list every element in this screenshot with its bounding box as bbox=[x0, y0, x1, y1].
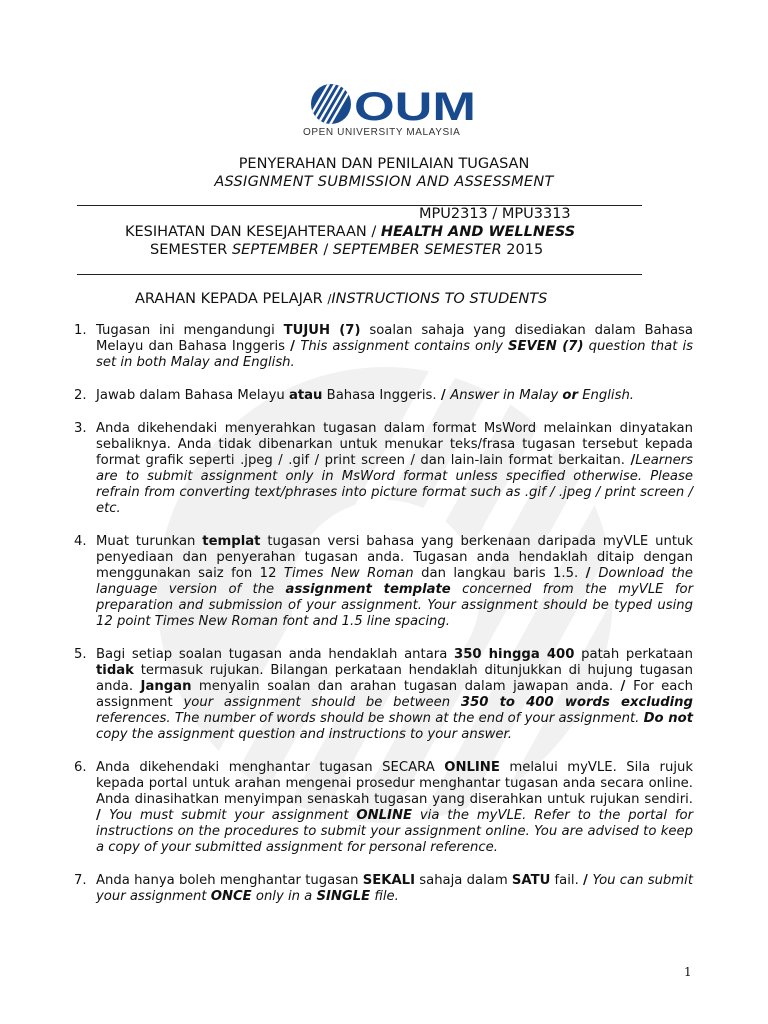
instruction-text: fail. bbox=[550, 873, 584, 888]
instruction-text: file. bbox=[370, 889, 399, 904]
instruction-text: SEVEN (7) bbox=[508, 339, 584, 354]
instruction-text: Jawab dalam Bahasa Melayu bbox=[96, 388, 289, 403]
instructions-heading-separator: / bbox=[327, 292, 332, 306]
instruction-text: patah perkataan bbox=[574, 647, 693, 662]
instruction-text: Bagi setiap soalan tugasan anda hendaklah antara bbox=[96, 647, 455, 662]
instruction-text: / bbox=[585, 566, 599, 581]
instruction-text: tugasan versi bahasa yang berkenaan daripada myVLE untuk penyediaan dan penyerahan tugasan anda. Tugasan anda hendaklah ditaip dengan menggunakan saiz fon 12 bbox=[96, 534, 693, 581]
semester-separator: / bbox=[323, 242, 329, 258]
instruction-text: Do not bbox=[643, 711, 693, 726]
instruction-text: Learners are to submit assignment only in MsWord format unless specified otherwise. Please refrain from converting text/phrases into picture format such as .gif / .jpeg / print screen / etc. bbox=[96, 453, 693, 516]
instruction-text: Answer in Malay bbox=[450, 388, 563, 403]
instruction-text: termasuk rujukan. Bilangan perkataan hendaklah ditunjukkan di hujung tugasan anda. bbox=[96, 663, 693, 694]
instruction-text: SEKALI bbox=[362, 873, 415, 888]
instruction-text: Jangan bbox=[140, 679, 192, 694]
semester-line bbox=[150, 242, 543, 258]
semester-prefix: SEMESTER bbox=[150, 242, 228, 258]
divider bbox=[77, 274, 642, 275]
instruction-text: / bbox=[290, 339, 301, 354]
instruction-text: SINGLE bbox=[316, 889, 371, 904]
instruction-text: your assignment should be between bbox=[183, 695, 461, 710]
instruction-number: 4. bbox=[74, 534, 87, 549]
instruction-text: Anda dikehendaki menyerahkan tugasan dalam format MsWord melainkan dinyatakan sebaliknya. Anda tidak dibenarkan untuk menukar teks/frasa tugasan tersebut kepada format grafik seperti .jpeg / .gif / print screen / dan lain-lain format berkaitan. bbox=[96, 421, 693, 468]
instruction-text: / bbox=[620, 679, 634, 694]
instruction-text: ONLINE bbox=[356, 808, 412, 823]
instruction-text: question that is set in both Malay and English. bbox=[96, 339, 693, 370]
instruction-text: concerned from the myVLE for preparation and submission of your assignment. Your assignment should be typed using 12 point Times New Roman font and 1.5 line spacing. bbox=[96, 582, 694, 629]
semester-malay: SEPTEMBER bbox=[231, 242, 319, 258]
instruction-number: 5. bbox=[74, 647, 87, 662]
instruction-text: TUJUH (7) bbox=[283, 323, 361, 338]
instructions-heading bbox=[135, 291, 547, 307]
instructions-heading-english: INSTRUCTIONS TO STUDENTS bbox=[331, 291, 548, 307]
instruction-text: Tugasan ini mengandungi bbox=[96, 323, 284, 338]
instruction-text: / bbox=[96, 808, 110, 823]
instruction-text: soalan sahaja yang disediakan dalam Bahasa Melayu dan Bahasa Inggeris bbox=[96, 323, 693, 354]
instruction-text: 350 to 400 words excluding bbox=[460, 695, 693, 710]
instruction-text: Anda dikehendaki menghantar tugasan SECARA bbox=[96, 760, 445, 775]
instruction-item bbox=[0, 323, 693, 371]
instruction-item bbox=[0, 388, 693, 404]
instruction-text: For each assignment bbox=[96, 679, 693, 710]
instruction-number: 2. bbox=[74, 388, 87, 403]
instruction-text: / bbox=[583, 873, 593, 888]
instruction-text: atau bbox=[288, 388, 323, 403]
instructions-heading-malay: ARAHAN KEPADA PELAJAR bbox=[135, 291, 323, 307]
instruction-text: templat bbox=[202, 534, 261, 549]
instruction-text: 350 hingga 400 bbox=[454, 647, 575, 662]
instruction-text: dan langkau baris 1.5. bbox=[413, 566, 586, 581]
instruction-number: 1. bbox=[74, 323, 87, 338]
instruction-text: This assignment contains only bbox=[300, 339, 509, 354]
instruction-list bbox=[0, 323, 768, 922]
instruction-text: SATU bbox=[511, 873, 551, 888]
instruction-text: You can submit your assignment bbox=[96, 873, 693, 904]
instruction-item bbox=[0, 647, 693, 743]
instruction-text: ONLINE bbox=[444, 760, 500, 775]
instruction-item bbox=[0, 760, 693, 856]
instruction-number: 7. bbox=[74, 873, 87, 888]
instruction-number: 3. bbox=[74, 421, 87, 436]
instruction-text: menyalin soalan dan arahan tugasan dalam jawapan anda. bbox=[191, 679, 621, 694]
semester-year: 2015 bbox=[506, 242, 544, 258]
instruction-text: Bahasa Inggeris. bbox=[322, 388, 441, 403]
instruction-text: ONCE bbox=[210, 889, 252, 904]
semester-english: SEPTEMBER SEMESTER bbox=[332, 242, 502, 258]
instruction-text: only in a bbox=[251, 889, 317, 904]
instruction-text: English. bbox=[578, 388, 635, 403]
logo-tagline: OPEN UNIVERSITY MALAYSIA bbox=[303, 127, 461, 138]
instruction-text: assignment template bbox=[285, 582, 451, 597]
instruction-text: You must submit your assignment bbox=[109, 808, 357, 823]
instruction-text: Muat turunkan bbox=[96, 534, 203, 549]
course-name bbox=[125, 224, 575, 240]
instruction-number: 6. bbox=[74, 760, 87, 775]
instruction-item bbox=[0, 873, 693, 905]
instruction-text: Anda hanya boleh menghantar tugasan bbox=[96, 873, 363, 888]
instruction-text: Download the language version of the bbox=[96, 566, 693, 597]
instruction-text: / bbox=[440, 388, 451, 403]
title-malay: PENYERAHAN DAN PENILAIAN TUGASAN bbox=[238, 156, 530, 172]
instruction-text: via the myVLE. Refer to the portal for instructions on the procedures to submit your assignment online. You are advised to keep a copy of your submitted assignment for personal reference. bbox=[96, 808, 693, 855]
course-name-english: HEALTH AND WELLNESS bbox=[380, 224, 576, 240]
instruction-text: references. The number of words should be shown at the end of your assignment. bbox=[96, 711, 644, 726]
title-english: ASSIGNMENT SUBMISSION AND ASSESSMENT bbox=[214, 174, 554, 190]
instruction-text: / bbox=[630, 453, 636, 468]
instruction-text: sahaja dalam bbox=[415, 873, 512, 888]
page-number: 1 bbox=[684, 965, 692, 979]
instruction-item bbox=[0, 421, 693, 517]
course-name-malay: KESIHATAN DAN KESEJAHTERAAN / bbox=[125, 224, 377, 240]
instruction-text: or bbox=[562, 388, 578, 403]
course-code: MPU2313 / MPU3313 bbox=[419, 206, 571, 222]
instruction-text: copy the assignment question and instructions to your answer. bbox=[96, 727, 512, 742]
instruction-text: tidak bbox=[96, 663, 134, 678]
instruction-text: melalui myVLE. Sila rujuk kepada portal untuk arahan mengenai prosedur menghantar tugasan anda secara online. Anda dinasihatkan menyimpan senaskah tugasan yang diserahkan untuk rujukan sendiri. bbox=[96, 760, 693, 807]
oum-emblem-icon bbox=[308, 82, 351, 128]
instruction-item bbox=[0, 534, 693, 630]
logo-wordmark: OUM bbox=[354, 85, 476, 129]
instruction-text: Times New Roman bbox=[283, 566, 414, 581]
